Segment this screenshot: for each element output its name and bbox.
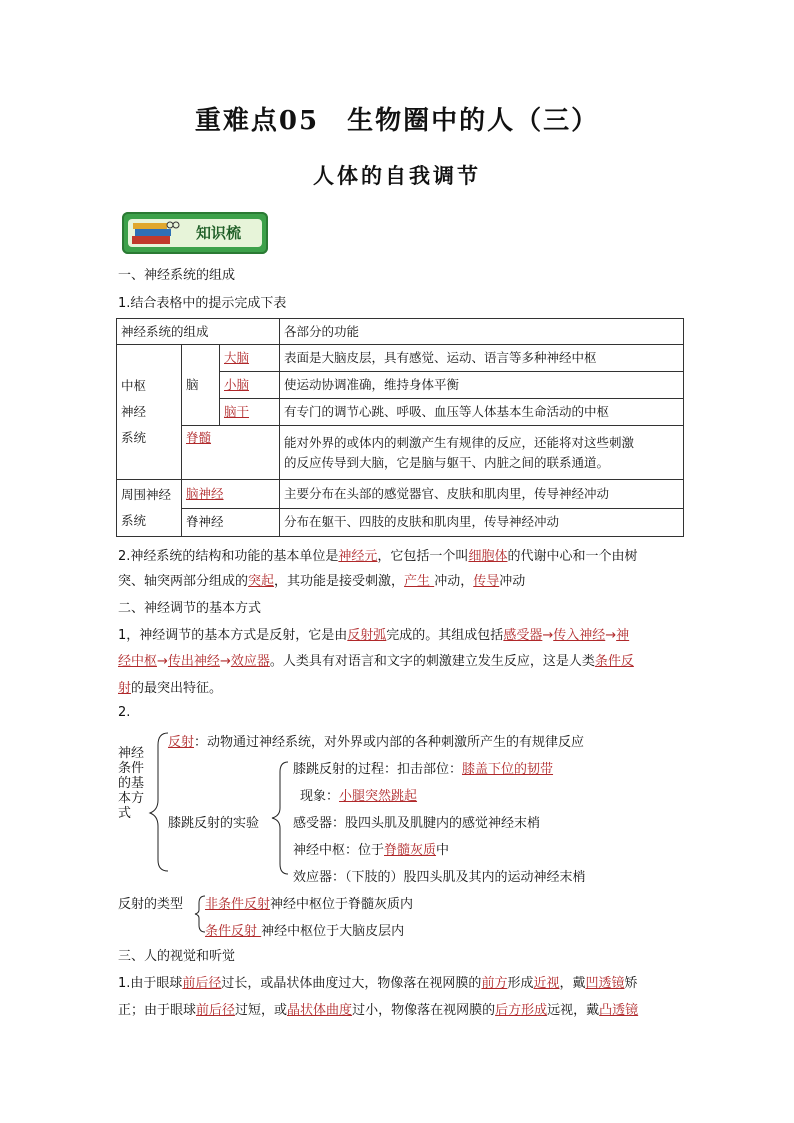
- text: 过长，或晶状体曲度过大，物像落在视网膜的: [221, 976, 482, 991]
- badge-label: 知识梳: [196, 224, 242, 242]
- arrow: →: [157, 654, 168, 669]
- answer-center-part: 神: [616, 628, 630, 643]
- text: ，它包括一个叫: [377, 549, 469, 564]
- page-title: 重难点05 生物圈中的人（三）: [194, 106, 600, 136]
- answer-conditioned: 条件反: [594, 654, 634, 669]
- nervous-system-table: [116, 318, 684, 537]
- item-number: 2.: [118, 705, 131, 720]
- answer-lens-curvature: 晶状体曲度: [287, 1003, 353, 1018]
- text: 中: [436, 843, 450, 858]
- answer-axial-length: 前后径: [182, 976, 222, 991]
- cranial-nerve-cell: [182, 480, 280, 509]
- peripheral-nervous-system: [117, 480, 182, 537]
- answer-generate: 产生: [404, 574, 435, 589]
- peripheral-label: 周围神经系统: [121, 487, 172, 528]
- diagram-left-label: 神经条件的基本方式: [118, 746, 145, 821]
- answer-unconditioned: 非条件反射: [205, 897, 271, 912]
- brainstem-cell: [220, 399, 280, 426]
- answer-cerebellum: 小脑: [224, 377, 250, 392]
- answer-convex-lens: 凸透镜: [599, 1003, 639, 1018]
- answer-cranial-nerve: 脑神经: [186, 485, 224, 501]
- answer-effector: 效应器: [230, 654, 270, 669]
- text: 矫: [624, 976, 638, 991]
- question-2-line1: [118, 545, 637, 564]
- cranial-nerve-function: 主要分布在头部的感觉器官、皮肤和肌肉里，传导神经冲动: [280, 480, 684, 509]
- text: 冲动: [499, 574, 526, 589]
- text: 神经中枢位于大脑皮层内: [261, 924, 405, 939]
- spinal-cord-function: [280, 426, 684, 480]
- answer-process: 突起: [248, 574, 275, 589]
- question-1: 1.结合表格中的提示完成下表: [118, 296, 287, 311]
- answer-myopia: 近视: [533, 976, 560, 991]
- answer-reflex: 反射: [168, 735, 195, 750]
- text: 2.神经系统的结构和功能的基本单位是: [118, 549, 339, 564]
- text: 突、轴突两部分组成的: [118, 574, 249, 589]
- text: 远视，戴: [547, 1003, 600, 1018]
- knowledge-badge: [122, 212, 268, 254]
- answer-afferent: 传入神经: [553, 628, 606, 643]
- text: 过短，或: [235, 1003, 288, 1018]
- knee-experiment-label: 膝跳反射的实验: [168, 816, 260, 831]
- reflex-types-label: 反射的类型: [118, 897, 184, 912]
- reflex-type-unconditioned: [205, 893, 413, 912]
- central-label: 中枢神经系统: [121, 378, 147, 445]
- spinal-func-line1: 能对外界的或体内的刺激产生有规律的反应，还能将对这些刺激: [284, 434, 635, 450]
- arrow: →: [542, 628, 554, 643]
- knee-process: [293, 758, 553, 777]
- answer-receptor: 感受器: [503, 628, 543, 643]
- answer-gray-matter: 脊髓灰质: [384, 843, 437, 858]
- reflex-type-conditioned: [205, 920, 404, 939]
- answer-cerebrum: 大脑: [224, 350, 250, 365]
- answer-spinal-cord: 脊髓: [186, 430, 212, 445]
- paragraph-line: [118, 972, 638, 991]
- answer-front: 前方: [481, 976, 508, 991]
- text: 的代谢中心和一个由树: [507, 549, 638, 564]
- answer-neuron: 神经元: [338, 549, 378, 564]
- answer-ligament: 膝盖下位的韧带: [462, 762, 554, 777]
- arrow: →: [219, 654, 231, 669]
- text: ：动物通过神经系统，对外界或内部的各种刺激所产生的有规律反应: [194, 735, 585, 750]
- text: 冲动，: [434, 574, 474, 589]
- answer-efferent: 传出神经: [167, 654, 220, 669]
- page-subtitle: 人体的自我调节: [313, 163, 481, 188]
- answer-behind: 后方形成: [495, 1003, 548, 1018]
- text: 完成的。其组成包括: [386, 628, 504, 643]
- brain-cell: 脑: [182, 345, 220, 426]
- reflex-definition: [168, 731, 584, 750]
- paragraph-line: [118, 999, 638, 1018]
- cerebellum-function: 使运动协调准确，维持身体平衡: [280, 372, 684, 399]
- section-heading: 三、人的视觉和听觉: [118, 949, 236, 964]
- table-header-function: 各部分的功能: [280, 319, 684, 345]
- answer-center: 经中枢: [118, 654, 158, 669]
- text: 1.由于眼球: [118, 976, 183, 991]
- spinal-cord-cell: [182, 426, 280, 480]
- spinal-func-line2: 的反应传导到大脑，它是脑与躯干、内脏之间的联系通道。: [284, 454, 610, 470]
- text: 神经中枢位于脊髓灰质内: [270, 897, 414, 912]
- books-icon: [130, 220, 180, 246]
- answer-concave-lens: 凹透镜: [585, 976, 625, 991]
- paragraph-line: [118, 624, 629, 643]
- text: 。人类具有对语言和文字的刺激建立发生反应，这是人类: [269, 654, 595, 669]
- answer-brainstem: 脑干: [224, 404, 250, 419]
- answer-conditioned-end: 射: [118, 681, 132, 696]
- cerebrum-cell: [220, 345, 280, 372]
- text: 正；由于眼球: [118, 1003, 197, 1018]
- paragraph-line: [118, 650, 634, 669]
- spinal-nerve-cell: 脊神经: [182, 508, 280, 537]
- answer-leg-jump: 小腿突然跳起: [339, 789, 418, 804]
- text: 神经中枢：位于: [293, 843, 385, 858]
- answer-conduct: 传导: [473, 574, 500, 589]
- cerebellum-cell: [220, 372, 280, 399]
- text: 的最突出特征。: [131, 681, 223, 696]
- answer-conditioned-reflex: 条件反射: [205, 924, 262, 939]
- text: 膝跳反射的过程：扣击部位：: [293, 762, 463, 777]
- text: 现象：: [300, 789, 340, 804]
- text: ，其功能是接受刺激，: [274, 574, 405, 589]
- text: 过小，物像落在视网膜的: [352, 1003, 496, 1018]
- knee-receptor: 感受器：股四头肌及肌腱内的感觉神经末梢: [293, 816, 541, 831]
- text: ，戴: [559, 976, 586, 991]
- knee-effector: 效应器：（下肢的）股四头肌及其内的运动神经末梢: [293, 870, 586, 885]
- section-heading: 二、神经调节的基本方式: [118, 601, 262, 616]
- brainstem-function: 有专门的调节心跳、呼吸、血压等人体基本生命活动的中枢: [280, 399, 684, 426]
- spinal-nerve-function: 分布在躯干、四肢的皮肤和肌肉里，传导神经冲动: [280, 508, 684, 537]
- knee-center: [293, 839, 449, 858]
- cerebrum-function: 表面是大脑皮层，具有感觉、运动、语言等多种神经中枢: [280, 345, 684, 372]
- answer-cell-body: 细胞体: [468, 549, 508, 564]
- answer-reflex-arc: 反射弧: [347, 628, 387, 643]
- arrow: →: [605, 628, 617, 643]
- answer-axial-length: 前后径: [196, 1003, 236, 1018]
- table-header-composition: 神经系统的组成: [117, 319, 280, 345]
- paragraph-line: [118, 677, 222, 696]
- knee-phenomenon: [300, 785, 417, 804]
- central-nervous-system: [117, 345, 182, 480]
- text: 形成: [507, 976, 534, 991]
- question-2-line2: [118, 570, 525, 589]
- section-heading: 一、神经系统的组成: [118, 268, 236, 283]
- text: 1，神经调节的基本方式是反射，它是由: [118, 628, 348, 643]
